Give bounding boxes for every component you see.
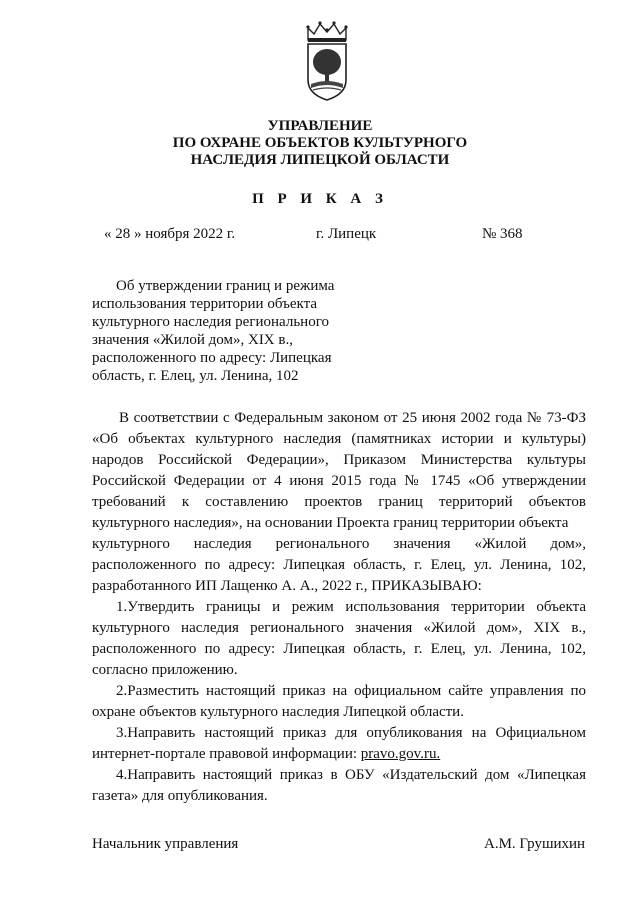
item-1-line: культурного наследия регионального значения «Жилой дом», XIX в., bbox=[92, 620, 586, 636]
item-1-line: согласно приложению. bbox=[92, 662, 238, 678]
body-line: расположенного по адресу: Липецкая область, г. Елец, ул. Ленина, 102, bbox=[92, 557, 586, 573]
item-3-line bbox=[92, 746, 586, 763]
subject-line: область, г. Елец, ул. Ленина, 102 bbox=[92, 368, 299, 384]
subject-line: культурного наследия регионального bbox=[92, 314, 329, 330]
body-line: культурного наследия регионального значения «Жилой дом», bbox=[92, 536, 586, 552]
subject-line: использования территории объекта bbox=[92, 296, 317, 312]
signatory-position: Начальник управления bbox=[92, 836, 239, 852]
order-city: г. Липецк bbox=[316, 226, 377, 242]
subject-line: значения «Жилой дом», XIX в., bbox=[92, 332, 293, 348]
body-line: В соответствии с Федеральным законом от 25 июня 2002 года № 73-ФЗ bbox=[119, 410, 586, 426]
body-line: требований к составлению проектов границ территорий объектов bbox=[92, 494, 586, 510]
body-line: разработанного ИП Лащенко А. А., 2022 г., ПРИКАЗЫВАЮ: bbox=[92, 578, 482, 594]
subject-line: Об утверждении границ и режима bbox=[116, 278, 335, 294]
coat-of-arms-emblem bbox=[300, 18, 354, 104]
item-4-line: 4.Направить настоящий приказ в ОБУ «Издательский дом «Липецкая bbox=[116, 767, 586, 783]
item-3-text: интернет-портале правовой информации: bbox=[92, 746, 361, 762]
order-subject bbox=[92, 277, 352, 385]
item-1-line: расположенного по адресу: Липецкая область, г. Елец, ул. Ленина, 102, bbox=[92, 641, 586, 657]
item-2-line: 2.Разместить настоящий приказ на официальном сайте управления по bbox=[116, 683, 586, 699]
org-line: НАСЛЕДИЯ ЛИПЕЦКОЙ ОБЛАСТИ bbox=[190, 152, 450, 168]
pravo-link[interactable]: pravo.gov.ru. bbox=[360, 746, 441, 762]
body-line: «Об объектах культурного наследия (памятниках истории и культуры) bbox=[92, 431, 586, 447]
subject-line: расположенного по адресу: Липецкая bbox=[92, 350, 332, 366]
item-2-line: охране объектов культурного наследия Липецкой области. bbox=[92, 704, 464, 720]
item-3-line: 3.Направить настоящий приказ для опубликования на Официальном bbox=[116, 725, 586, 741]
body-line: Российской Федерации от 4 июня 2015 года № 1745 «Об утверждении bbox=[92, 473, 586, 489]
order-number: № 368 bbox=[482, 226, 523, 242]
org-line: УПРАВЛЕНИЕ bbox=[267, 118, 373, 134]
order-date: « 28 » ноября 2022 г. bbox=[104, 226, 236, 242]
item-4-line: газета» для опубликования. bbox=[92, 788, 268, 804]
document-type: П Р И К А З bbox=[252, 191, 388, 207]
body-line: культурного наследия», на основании Проекта границ территории объекта bbox=[92, 515, 569, 531]
item-1-line: 1.Утвердить границы и режим использования территории объекта bbox=[116, 599, 586, 615]
signatory-name: А.М. Грушихин bbox=[484, 836, 586, 852]
organization-name bbox=[0, 118, 640, 169]
org-line: ПО ОХРАНЕ ОБЪЕКТОВ КУЛЬТУРНОГО bbox=[172, 135, 468, 151]
body-line: народов Российской Федерации», Приказом Министерства культуры bbox=[92, 452, 586, 468]
